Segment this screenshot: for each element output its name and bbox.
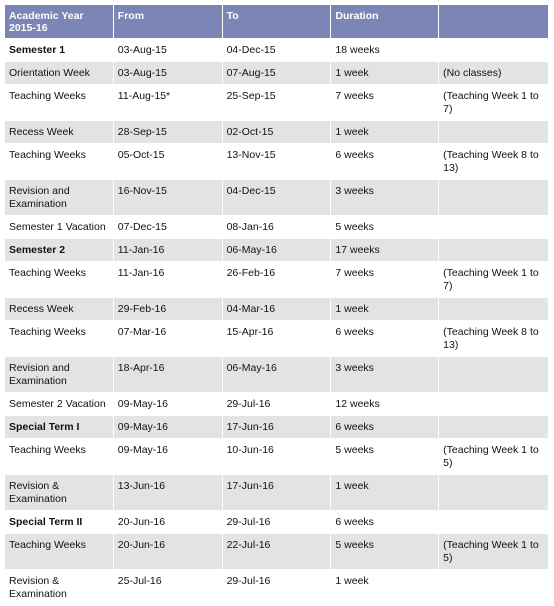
cell-duration: 12 weeks <box>331 393 438 415</box>
cell-from-date: 11-Jan-16 <box>114 239 222 261</box>
cell-to-date: 04-Dec-15 <box>223 39 331 61</box>
cell-from-date: 28-Sep-15 <box>114 121 222 143</box>
cell-to-date: 22-Jul-16 <box>223 534 331 569</box>
cell-duration: 5 weeks <box>331 216 438 238</box>
cell-note <box>439 180 548 215</box>
cell-to-date: 02-Oct-15 <box>223 121 331 143</box>
cell-period: Revision & Examination <box>5 570 113 605</box>
cell-period: Recess Week <box>5 298 113 320</box>
cell-from-date: 09-May-16 <box>114 439 222 474</box>
cell-period: Teaching Weeks <box>5 85 113 120</box>
table-row <box>5 121 548 143</box>
cell-period: Special Term II <box>5 511 113 533</box>
table-row <box>5 216 548 238</box>
header-notes <box>439 5 548 38</box>
cell-note <box>439 511 548 533</box>
cell-to-date: 13-Nov-15 <box>223 144 331 179</box>
cell-period: Revision and Examination <box>5 357 113 392</box>
header-from: From <box>114 5 222 38</box>
cell-period: Orientation Week <box>5 62 113 84</box>
cell-period: Revision & Examination <box>5 475 113 510</box>
cell-to-date: 06-May-16 <box>223 239 331 261</box>
cell-duration: 1 week <box>331 570 438 605</box>
cell-period: Semester 1 <box>5 39 113 61</box>
cell-note: (Teaching Week 1 to 7) <box>439 262 548 297</box>
table-row <box>5 144 548 179</box>
cell-period: Semester 1 Vacation <box>5 216 113 238</box>
cell-from-date: 13-Jun-16 <box>114 475 222 510</box>
cell-duration: 3 weeks <box>331 180 438 215</box>
cell-to-date: 04-Mar-16 <box>223 298 331 320</box>
cell-note: (Teaching Week 1 to 7) <box>439 85 548 120</box>
header-to: To <box>223 5 331 38</box>
cell-from-date: 07-Mar-16 <box>114 321 222 356</box>
cell-duration: 5 weeks <box>331 534 438 569</box>
cell-note <box>439 239 548 261</box>
cell-from-date: 03-Aug-15 <box>114 39 222 61</box>
cell-from-date: 25-Jul-16 <box>114 570 222 605</box>
cell-from-date: 18-Apr-16 <box>114 357 222 392</box>
cell-from-date: 16-Nov-15 <box>114 180 222 215</box>
cell-duration: 3 weeks <box>331 357 438 392</box>
table-row <box>5 511 548 533</box>
table-row <box>5 180 548 215</box>
cell-period: Teaching Weeks <box>5 321 113 356</box>
cell-to-date: 08-Jan-16 <box>223 216 331 238</box>
table-row <box>5 262 548 297</box>
cell-duration: 7 weeks <box>331 262 438 297</box>
cell-note: (Teaching Week 8 to 13) <box>439 321 548 356</box>
table-row <box>5 357 548 392</box>
cell-to-date: 26-Feb-16 <box>223 262 331 297</box>
cell-duration: 6 weeks <box>331 416 438 438</box>
cell-period: Special Term I <box>5 416 113 438</box>
cell-note <box>439 298 548 320</box>
cell-note <box>439 121 548 143</box>
table-row <box>5 85 548 120</box>
cell-duration: 1 week <box>331 121 438 143</box>
cell-note: (No classes) <box>439 62 548 84</box>
cell-duration: 1 week <box>331 475 438 510</box>
cell-note: (Teaching Week 1 to 5) <box>439 534 548 569</box>
cell-from-date: 29-Feb-16 <box>114 298 222 320</box>
cell-to-date: 17-Jun-16 <box>223 416 331 438</box>
cell-note <box>439 475 548 510</box>
cell-to-date: 06-May-16 <box>223 357 331 392</box>
table-row <box>5 393 548 415</box>
table-header-row <box>5 5 548 38</box>
cell-period: Recess Week <box>5 121 113 143</box>
cell-period: Semester 2 Vacation <box>5 393 113 415</box>
cell-note <box>439 357 548 392</box>
cell-from-date: 11-Aug-15* <box>114 85 222 120</box>
table-row <box>5 39 548 61</box>
cell-duration: 17 weeks <box>331 239 438 261</box>
cell-note: (Teaching Week 8 to 13) <box>439 144 548 179</box>
cell-period: Teaching Weeks <box>5 534 113 569</box>
cell-duration: 6 weeks <box>331 144 438 179</box>
cell-to-date: 15-Apr-16 <box>223 321 331 356</box>
cell-period: Teaching Weeks <box>5 262 113 297</box>
table-row <box>5 239 548 261</box>
cell-duration: 5 weeks <box>331 439 438 474</box>
cell-from-date: 20-Jun-16 <box>114 534 222 569</box>
cell-duration: 6 weeks <box>331 511 438 533</box>
cell-period: Teaching Weeks <box>5 144 113 179</box>
cell-period: Teaching Weeks <box>5 439 113 474</box>
cell-duration: 18 weeks <box>331 39 438 61</box>
cell-to-date: 10-Jun-16 <box>223 439 331 474</box>
cell-to-date: 29-Jul-16 <box>223 570 331 605</box>
table-row <box>5 475 548 510</box>
cell-from-date: 09-May-16 <box>114 416 222 438</box>
cell-from-date: 20-Jun-16 <box>114 511 222 533</box>
academic-calendar-table <box>4 4 549 606</box>
cell-duration: 1 week <box>331 62 438 84</box>
cell-from-date: 03-Aug-15 <box>114 62 222 84</box>
cell-note <box>439 216 548 238</box>
cell-from-date: 07-Dec-15 <box>114 216 222 238</box>
cell-to-date: 17-Jun-16 <box>223 475 331 510</box>
cell-duration: 6 weeks <box>331 321 438 356</box>
cell-note <box>439 39 548 61</box>
cell-period: Semester 2 <box>5 239 113 261</box>
cell-note <box>439 570 548 605</box>
cell-to-date: 04-Dec-15 <box>223 180 331 215</box>
table-row <box>5 534 548 569</box>
table-row <box>5 62 548 84</box>
cell-note <box>439 393 548 415</box>
cell-note: (Teaching Week 1 to 5) <box>439 439 548 474</box>
cell-to-date: 29-Jul-16 <box>223 393 331 415</box>
cell-from-date: 09-May-16 <box>114 393 222 415</box>
cell-period: Revision and Examination <box>5 180 113 215</box>
table-row <box>5 298 548 320</box>
cell-note <box>439 416 548 438</box>
table-row <box>5 570 548 605</box>
header-duration: Duration <box>331 5 438 38</box>
table-row <box>5 321 548 356</box>
cell-to-date: 29-Jul-16 <box>223 511 331 533</box>
cell-to-date: 25-Sep-15 <box>223 85 331 120</box>
cell-to-date: 07-Aug-15 <box>223 62 331 84</box>
header-academic-year: Academic Year 2015-16 <box>5 5 113 38</box>
cell-duration: 7 weeks <box>331 85 438 120</box>
table-row <box>5 416 548 438</box>
cell-from-date: 11-Jan-16 <box>114 262 222 297</box>
table-row <box>5 439 548 474</box>
cell-from-date: 05-Oct-15 <box>114 144 222 179</box>
cell-duration: 1 week <box>331 298 438 320</box>
table-body <box>5 39 548 605</box>
